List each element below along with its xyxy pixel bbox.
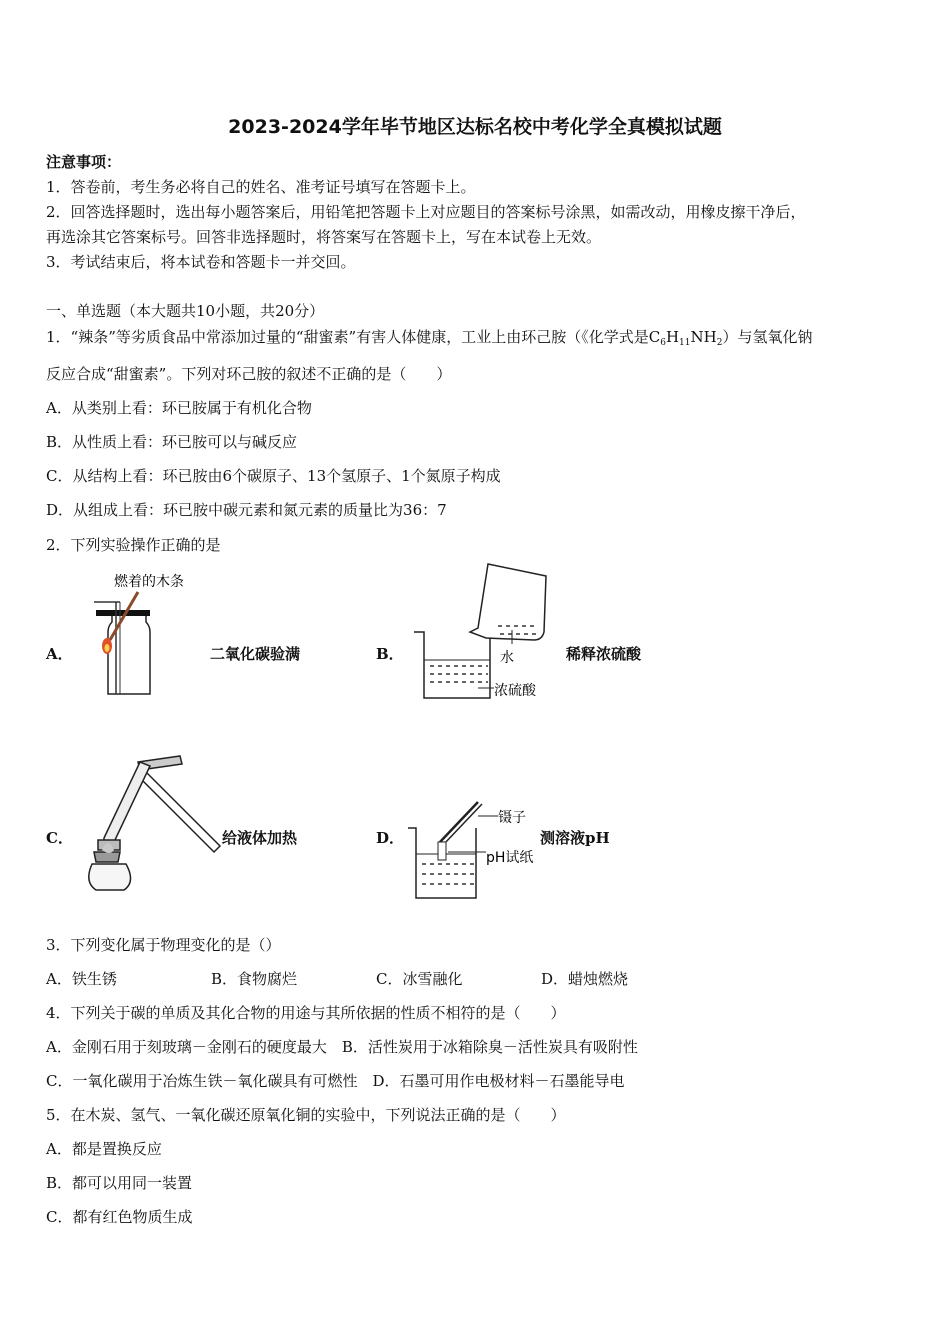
q2-option-a-letter: A．	[46, 645, 73, 663]
question-1-stem-cont: 反应合成“甜蜜素”。下列对环己胺的叙述不正确的是（ ）	[46, 365, 452, 383]
q2-option-c-label: 给液体加热	[222, 829, 298, 847]
q1-option-c: C．从结构上看：环已胺由6个碳原子、13个氢原子、1个氮原子构成	[46, 467, 501, 485]
notice-item: 再选涂其它答案标号。回答非选择题时，将答案写在答题卡上，写在本试卷上无效。	[46, 228, 602, 246]
q5-option-a: A．都是置换反应	[46, 1140, 162, 1158]
q2-option-a-label: 二氧化碳验满	[210, 645, 301, 663]
q1-option-b: B．从性质上看：环已胺可以与碱反应	[46, 433, 298, 451]
section-heading: 一、单选题（本大题共10小题，共20分）	[46, 302, 325, 320]
q3-option-c: C．冰雪融化	[376, 970, 463, 988]
figure-label-conc-acid: 浓硫酸	[494, 683, 536, 699]
q3-option-a: A．铁生锈	[46, 970, 117, 988]
notice-item: 3．考试结束后，将本试卷和答题卡一并交回。	[46, 253, 356, 271]
q2-option-b-letter: B．	[376, 645, 404, 663]
q1-option-d: D．从组成上看：环已胺中碳元素和氮元素的质量比为36：7	[46, 501, 447, 519]
question-4-stem: 4．下列关于碳的单质及其化合物的用途与其所依据的性质不相符的是（ ）	[46, 1004, 566, 1022]
co2-full-test-figure	[86, 568, 216, 698]
figure-label-water: 水	[500, 650, 514, 666]
figure-label-ph-paper: pH试纸	[486, 850, 534, 866]
q5-option-c: C．都有红色物质生成	[46, 1208, 193, 1226]
notice-heading: 注意事项：	[46, 153, 122, 171]
page-title: 2023-2024学年毕节地区达标名校中考化学全真模拟试题	[228, 116, 722, 138]
notice-item: 2．回答选择题时，选出每小题答案后，用铅笔把答题卡上对应题目的答案标号涂黑，如需改动，用橡皮擦干净后，	[46, 203, 806, 221]
q4-options-cd: C．一氧化碳用于冶炼生铁－氧化碳具有可燃性 D．石墨可用作电极材料－石墨能导电	[46, 1072, 625, 1090]
q3-option-b: B．食物腐烂	[211, 970, 298, 988]
q4-options-ab: A．金刚石用于刻玻璃－金刚石的硬度最大 B．活性炭用于冰箱除臭－活性炭具有吸附性	[46, 1038, 638, 1056]
figure-label-burning-stick: 燃着的木条	[114, 574, 184, 590]
q2-option-c-letter: C．	[46, 829, 73, 847]
dilute-acid-figure	[408, 562, 558, 704]
ph-test-figure	[404, 794, 554, 904]
heat-liquid-figure	[80, 752, 225, 897]
q2-option-d-label: 测溶液pH	[540, 829, 610, 847]
q3-option-d: D．蜡烛燃烧	[541, 970, 629, 988]
q2-option-b-label: 稀释浓硫酸	[566, 645, 642, 663]
notice-item: 1．答卷前，考生务必将自己的姓名、准考证号填写在答题卡上。	[46, 178, 476, 196]
question-5-stem: 5．在木炭、氢气、一氧化碳还原氧化铜的实验中，下列说法正确的是（ ）	[46, 1106, 566, 1124]
question-3-stem: 3．下列变化属于物理变化的是（）	[46, 936, 281, 954]
question-2-stem: 2．下列实验操作正确的是	[46, 536, 221, 554]
question-1-stem: 1．“辣条”等劣质食品中常添加过量的“甜蜜素”有害人体健康，工业上由环己胺（《化学式是$C_6H_{11}NH_2$）与氢氧化钠	[46, 328, 813, 348]
q2-option-d-letter: D．	[376, 829, 405, 847]
q5-option-b: B．都可以用同一装置	[46, 1174, 193, 1192]
q1-option-a: A．从类别上看：环已胺属于有机化合物	[46, 399, 312, 417]
figure-label-tweezers: 镊子	[498, 810, 526, 826]
